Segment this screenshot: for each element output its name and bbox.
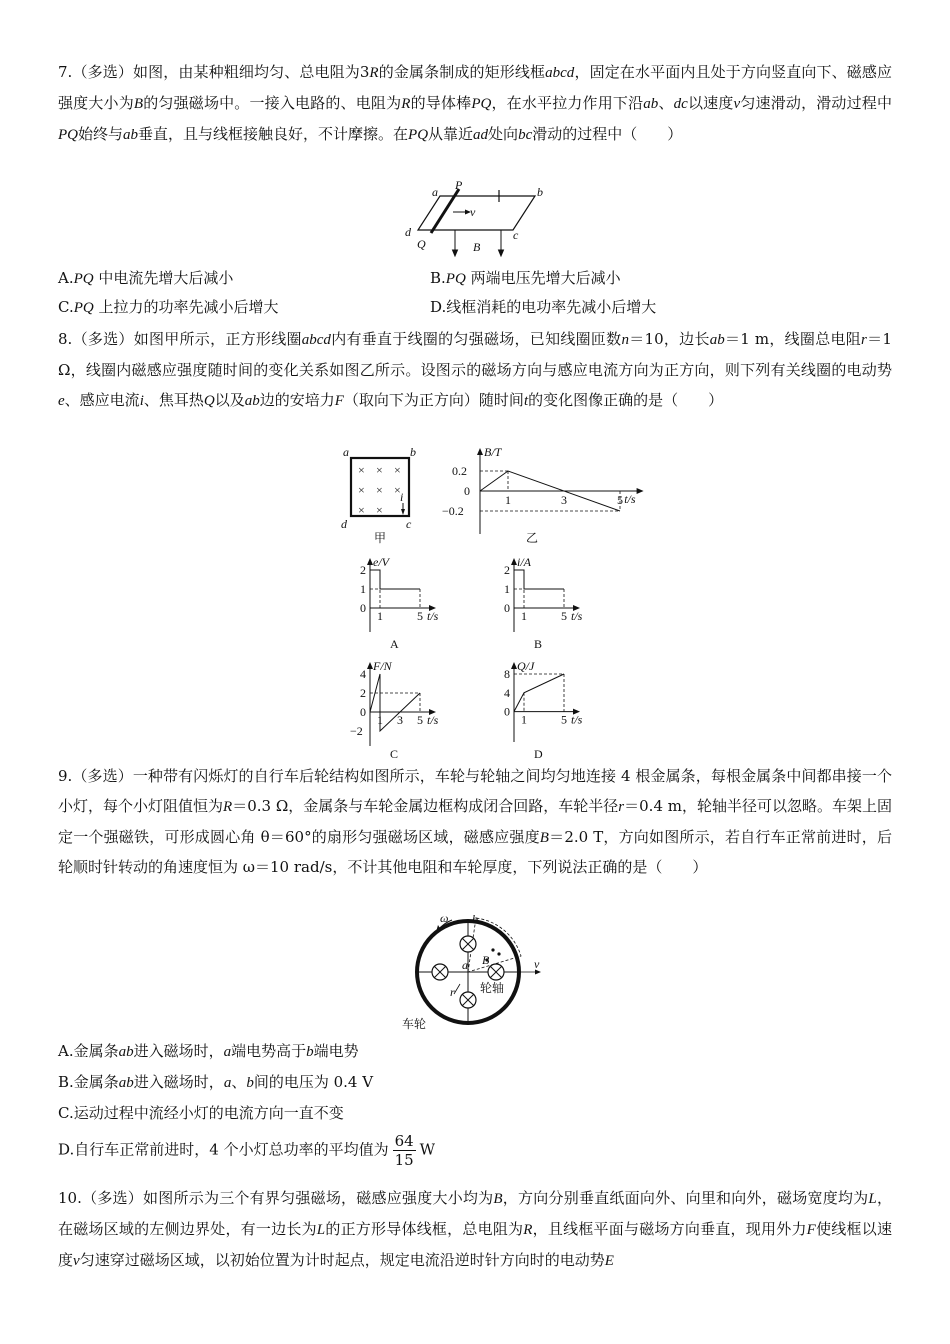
q8-graph-c[interactable] [340, 660, 470, 762]
field-cross: × [394, 483, 401, 497]
graph-xtick: 1 [377, 609, 383, 623]
q7-label-q: Q [417, 237, 426, 251]
yi-ytick: −0.2 [442, 504, 464, 518]
graph-xtick: 1 [521, 609, 527, 623]
q7-figure [395, 180, 565, 262]
question-9-stem: 9.（多选）一种带有闪烁灯的自行车后轮结构如图所示，车轮与轮轴之间均匀地连接 4 根金属条，每根金属条中间都串接一个小灯，每个小灯阻值恒为R＝0.3 Ω，金属条与车轮金属边框构成闭合回路，车轮半径r＝0.4 m，轮轴半径可以忽略。车架上固定一个强磁铁，可形成圆心角 θ＝60°的扇形匀强磁场区域，磁感应强度B＝2.0 T，方向如图所示，若自行车正常前进时，后轮顺时针转动的角速度恒为 ω＝10 rad/s，不计其他电阻和车轮厚度，下列说法正确的是（ ） [58, 767, 892, 877]
graph-ytick: 1 [504, 582, 510, 596]
graph-option-label: C [390, 747, 399, 761]
field-cross: × [376, 503, 383, 517]
q7-option-d[interactable]: D.线框消耗的电功率先减小后增大 [430, 298, 657, 316]
yi-ytick: 0 [464, 484, 470, 498]
q9-label-v: v [534, 957, 540, 971]
q8-jia-label-a: a [343, 445, 349, 459]
q9-figure [390, 912, 560, 1034]
yi-ylabel: B/T [484, 445, 502, 459]
graph-xlabel: t/s [571, 609, 583, 623]
q8-fig-jia [336, 446, 422, 546]
graph-ylabel: F/N [373, 659, 392, 673]
graph-series [514, 674, 564, 712]
graph-xlabel: t/s [571, 712, 583, 727]
graph-xtick: 5 [417, 713, 423, 727]
q7-option-b[interactable]: B.PQ 两端电压先增大后减小 [430, 269, 621, 287]
q8-graph-a[interactable] [340, 556, 470, 652]
q7-label-c: c [513, 228, 519, 242]
graph-series [370, 570, 420, 589]
graph-ylabel: Q/J [517, 659, 535, 673]
field-cross: × [358, 463, 365, 477]
graph-ytick: −2 [350, 724, 363, 738]
graph-xtick: 5 [561, 712, 567, 727]
q8-jia-label-c: c [406, 517, 412, 531]
q7-label-p: P [455, 178, 463, 192]
q8-fig-yi [440, 445, 636, 546]
graph-ytick: 0 [360, 705, 366, 719]
graph-ytick: 2 [360, 686, 366, 700]
q8-graph-b[interactable] [484, 556, 614, 652]
graph-series [514, 570, 564, 589]
field-cross: × [376, 483, 383, 497]
graph-xtick: 1 [377, 713, 383, 727]
graph-xtick: 1 [521, 712, 527, 727]
q9-option-b[interactable]: B.金属条ab进入磁场时，a、b间的电压为 0.4 V [58, 1073, 374, 1091]
graph-ytick: 0 [504, 704, 510, 719]
q7-label-field-b: B [473, 240, 481, 254]
field-cross: × [376, 463, 383, 477]
yi-xtick: 3 [561, 493, 567, 507]
question-10-stem: 10.（多选）如图所示为三个有界匀强磁场，磁感应强度大小均为B，方向分别垂直纸面向外、向里和向外，磁场宽度均为L，在磁场区域的左侧边界处，有一边长为L的正方形导体线框，总电阻为R，且线框平面与磁场方向垂直，现用外力F使线框以速度v匀速穿过磁场区域，以初始位置为计时起点，规定电流沿逆时针方向时的电动势E [58, 1189, 892, 1269]
q7-label-b: b [537, 185, 543, 199]
q9-fraction: $\frac{64}{15}$ [394, 1132, 414, 1169]
graph-ytick: 8 [504, 667, 510, 681]
graph-option-label: D [534, 747, 543, 761]
graph-option-label: A [390, 637, 399, 651]
field-cross: × [358, 503, 365, 517]
q8-jia-label-d: d [341, 517, 347, 531]
q7-option-c[interactable]: C.PQ 上拉力的功率先减小后增大 [58, 298, 279, 316]
graph-xtick: 5 [561, 609, 567, 623]
q9-label-a: a [462, 958, 468, 972]
q9-option-c[interactable]: C.运动过程中流经小灯的电流方向一直不变 [58, 1104, 344, 1122]
field-cross: × [394, 463, 401, 477]
q9-label-r: r [450, 985, 455, 999]
q7-label-v: v [470, 205, 476, 219]
q8-yi-caption: 乙 [526, 531, 539, 545]
yi-xtick: 5 [617, 493, 623, 507]
graph-xlabel: t/s [427, 713, 439, 727]
graph-ytick: 4 [360, 667, 366, 681]
q9-option-a[interactable]: A.金属条ab进入磁场时，a端电势高于b端电势 [58, 1042, 359, 1060]
graph-ytick: 4 [504, 685, 510, 700]
q8-field-crosses [358, 463, 404, 517]
graph-ytick: 2 [504, 563, 510, 577]
q9-option-d[interactable]: D.自行车正常前进时，4 个小灯总功率的平均值为 $\frac{64}{15}$ W [58, 1132, 436, 1169]
q9-label-omega: ω [440, 911, 449, 925]
yi-xlabel: t/s [624, 492, 636, 506]
yi-xtick: 1 [505, 493, 511, 507]
question-7-stem: 7.（多选）如图，由某种粗细均匀、总电阻为3R的金属条制成的矩形线框abcd，固定在水平面内且处于方向竖直向下、磁感应强度大小为B的匀强磁场中。一接入电路的、电阻为R的导体棒PQ，在水平拉力作用下沿ab、dc以速度v匀速滑动，滑动过程中PQ始终与ab垂直，且与线框接触良好，不计摩擦。在PQ从靠近ad处向bc滑动的过程中（ ） [58, 63, 892, 143]
graph-ylabel: i/A [517, 555, 531, 569]
graph-ytick: 0 [360, 601, 366, 615]
field-cross: × [358, 483, 365, 497]
graph-option-label: B [534, 637, 543, 651]
graph-ytick: 1 [360, 582, 366, 596]
q8-jia-label-b: b [410, 445, 416, 459]
q7-option-a[interactable]: A.PQ 中电流先增大后减小 [58, 269, 234, 287]
q8-yi-plot [442, 445, 644, 534]
graph-xtick: 5 [417, 609, 423, 623]
graph-ytick: 0 [504, 601, 510, 615]
graph-xlabel: t/s [427, 609, 439, 623]
graph-ytick: 2 [360, 563, 366, 577]
yi-ytick: 0.2 [452, 464, 467, 478]
q9-label-axle: 轮轴 [480, 981, 505, 995]
q9-label-field-b: B [482, 953, 490, 967]
q8-jia-caption: 甲 [374, 531, 387, 545]
q9-label-wheel: 车轮 [402, 1017, 427, 1031]
q7-label-d: d [405, 225, 411, 239]
q9-label-b: b [472, 912, 478, 926]
graph-ylabel: e/V [373, 555, 389, 569]
graph-xtick: 3 [397, 713, 403, 727]
q7-label-a: a [432, 185, 438, 199]
q8-graph-d[interactable] [484, 660, 614, 762]
question-8-stem: 8.（多选）如图甲所示，正方形线圈abcd内有垂直于线圈的匀强磁场，已知线圈匝数n＝10，边长ab＝1 m，线圈总电阻r＝1 Ω，线圈内磁感应强度随时间的变化关系如图乙所示。设图示的磁场方向与感应电流方向为正方向，则下列有关线圈的电动势e、感应电流i、焦耳热Q以及ab边的安培力F（取向下为正方向）随时间t的变化图像正确的是（ ） [58, 330, 892, 409]
q8-jia-label-i: i [400, 490, 404, 504]
